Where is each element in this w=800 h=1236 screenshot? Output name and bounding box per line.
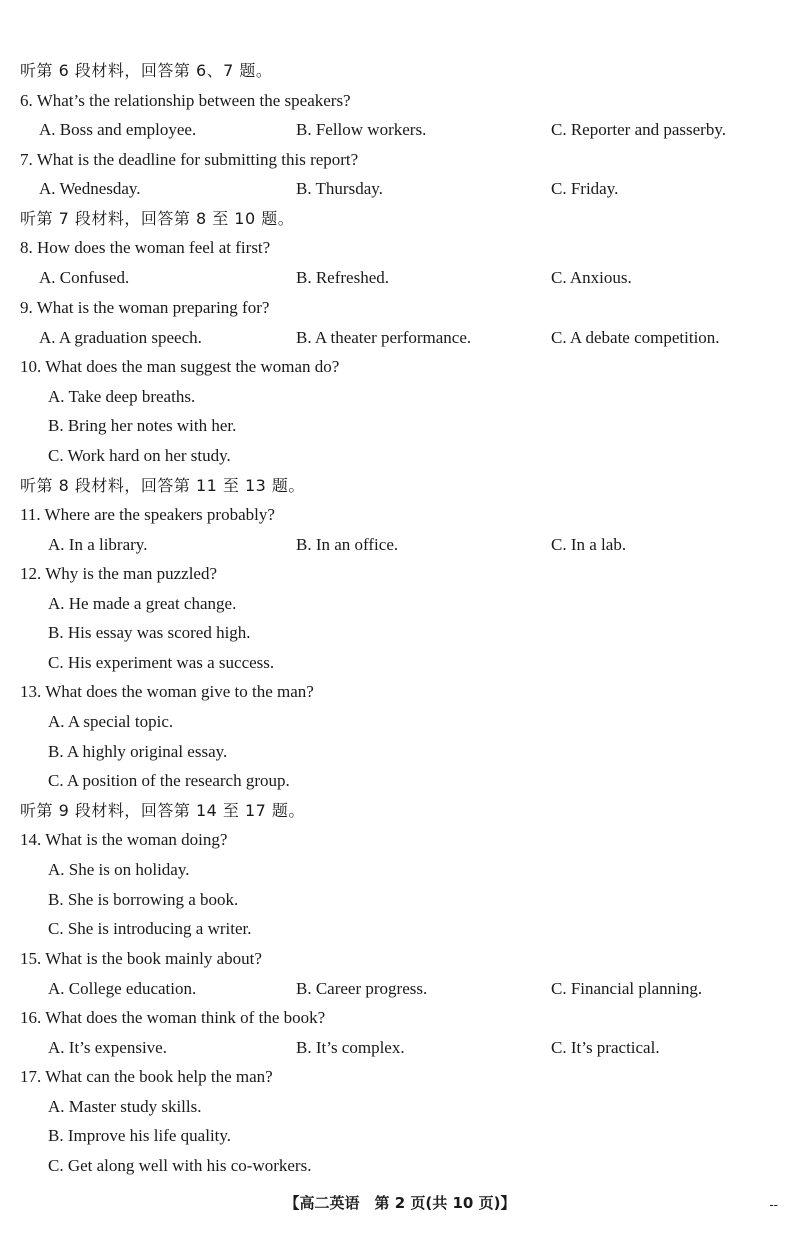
options-row [0,324,800,352]
option-a: A. A special topic. [48,712,174,731]
section-heading: 听第 8 段材料，回答第 11 至 13 题。 [20,476,305,495]
option-b: B. It’s complex. [296,1038,405,1057]
options-row [0,531,800,559]
question-stem: 14. What is the woman doing? [20,830,228,849]
option-c: C. Financial planning. [551,979,703,998]
section-heading: 听第 6 段材料，回答第 6、7 题。 [20,61,273,80]
question-stem: 10. What does the man suggest the woman do? [20,357,340,376]
option-b: B. His essay was scored high. [48,623,251,642]
option-c: C. His experiment was a success. [48,653,275,672]
option-c: C. Reporter and passerby. [551,120,726,139]
question-stem: 6. What’s the relationship between the speakers? [20,91,351,110]
option-a: A. A graduation speech. [39,328,202,347]
options-row [0,175,800,203]
question-stem: 11. Where are the speakers probably? [20,505,275,524]
page-footer: 【高二英语 第 2 页(共 10 页)】 [284,1194,516,1212]
option-c: C. In a lab. [551,535,627,554]
options-row [0,264,800,292]
options-row [0,975,800,1003]
option-a: A. Master study skills. [48,1097,202,1116]
section-heading: 听第 7 段材料，回答第 8 至 10 题。 [20,209,295,228]
options-row [0,116,800,144]
option-c: C. Work hard on her study. [48,446,231,465]
question-stem: 9. What is the woman preparing for? [20,298,270,317]
option-a: A. She is on holiday. [48,860,190,879]
question-stem: 7. What is the deadline for submitting this report? [20,150,359,169]
option-c: C. Anxious. [551,268,632,287]
section-heading: 听第 9 段材料，回答第 14 至 17 题。 [20,801,305,820]
option-c: C. A debate competition. [551,328,720,347]
option-b: B. Thursday. [296,179,383,198]
option-b: B. In an office. [296,535,399,554]
option-a: A. Wednesday. [39,179,141,198]
option-a: A. In a library. [48,535,148,554]
option-c: C. Get along well with his co-workers. [48,1156,312,1175]
option-b: B. Improve his life quality. [48,1126,232,1145]
option-b: B. Fellow workers. [296,120,427,139]
option-a: A. It’s expensive. [48,1038,167,1057]
question-stem: 13. What does the woman give to the man? [20,682,314,701]
question-stem: 15. What is the book mainly about? [20,949,262,968]
option-b: B. Bring her notes with her. [48,416,237,435]
option-b: B. She is borrowing a book. [48,890,239,909]
question-stem: 12. Why is the man puzzled? [20,564,218,583]
option-b: B. Refreshed. [296,268,390,287]
option-c: C. Friday. [551,179,619,198]
option-a: A. He made a great change. [48,594,237,613]
option-c: C. A position of the research group. [48,771,290,790]
option-b: B. A theater performance. [296,328,472,347]
option-a: A. Boss and employee. [39,120,197,139]
corner-mark: -- [769,1198,778,1212]
option-a: A. Confused. [39,268,130,287]
option-a: A. College education. [48,979,197,998]
option-c: C. She is introducing a writer. [48,919,252,938]
question-stem: 16. What does the woman think of the book? [20,1008,326,1027]
option-b: B. Career progress. [296,979,428,998]
option-a: A. Take deep breaths. [48,387,196,406]
options-row [0,1034,800,1062]
question-stem: 8. How does the woman feel at first? [20,238,271,257]
option-c: C. It’s practical. [551,1038,660,1057]
option-b: B. A highly original essay. [48,742,228,761]
question-stem: 17. What can the book help the man? [20,1067,273,1086]
